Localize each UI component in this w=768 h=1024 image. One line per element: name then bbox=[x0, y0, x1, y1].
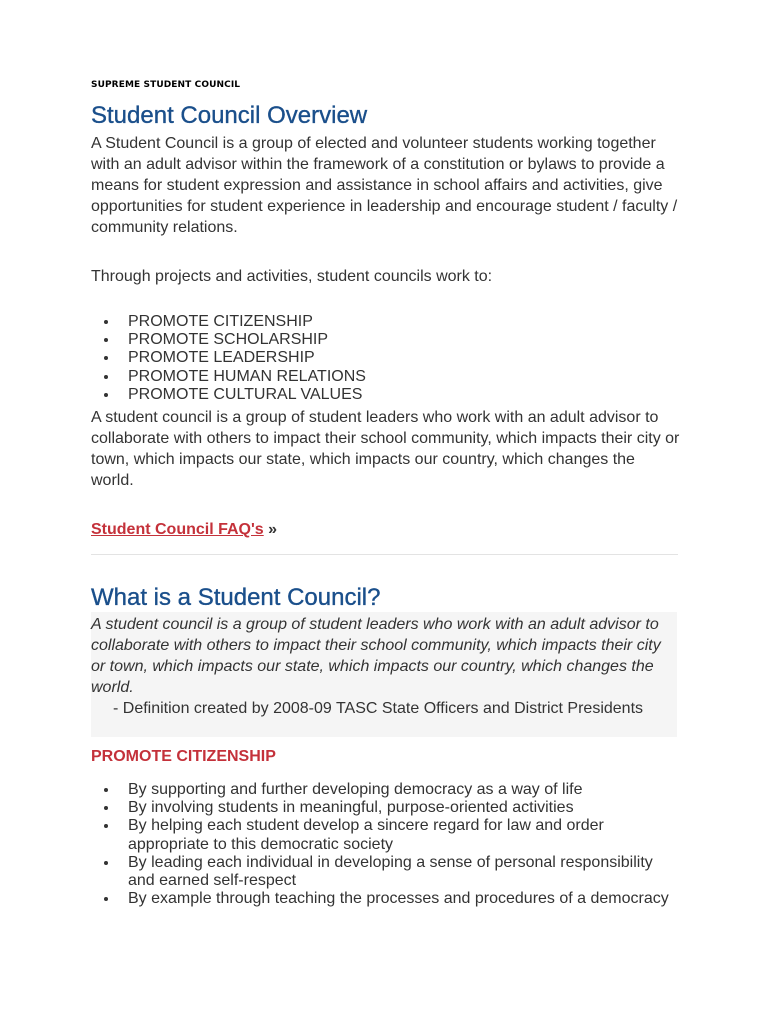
bullet-icon bbox=[104, 356, 108, 360]
raquo-icon: » bbox=[263, 521, 278, 538]
definition-quote-text: A student council is a group of student leaders who work with an adult advisor to collaborate with others to impact their school community, which impacts their city or town, which impacts our state, which impacts our country, which changes the world. bbox=[91, 616, 661, 696]
overview-title: Student Council Overview bbox=[91, 102, 368, 129]
section-divider bbox=[91, 554, 678, 555]
bullet-icon bbox=[104, 375, 108, 379]
bullet-icon bbox=[104, 824, 108, 828]
list-item-text: By leading each individual in developing a sense of personal responsibility and earned self-respect bbox=[128, 853, 653, 890]
definition-title: What is a Student Council? bbox=[91, 584, 381, 611]
bullet-icon bbox=[104, 393, 108, 397]
citizenship-list bbox=[91, 781, 681, 908]
bullet-icon bbox=[104, 320, 108, 324]
list-item-text: PROMOTE SCHOLARSHIP bbox=[128, 331, 329, 349]
goals-list bbox=[91, 313, 681, 404]
definition-blockquote bbox=[91, 612, 677, 737]
overview-lead-paragraph: Through projects and activities, student councils work to: bbox=[91, 268, 493, 285]
list-item bbox=[91, 890, 681, 908]
list-item-text: PROMOTE HUMAN RELATIONS bbox=[128, 367, 366, 385]
list-item bbox=[91, 331, 681, 349]
overview-summary-paragraph: A student council is a group of student leaders who work with an adult advisor to collaborate with others to impact their school community, which impacts their city or town, which impacts our state, which impacts our country, which changes the world. bbox=[91, 409, 680, 489]
bullet-icon bbox=[104, 806, 108, 810]
bullet-icon bbox=[104, 897, 108, 901]
list-item bbox=[91, 817, 681, 853]
list-item-text: PROMOTE CITIZENSHIP bbox=[128, 313, 313, 330]
list-item bbox=[91, 313, 681, 331]
bullet-icon bbox=[104, 861, 108, 865]
list-item-text: By involving students in meaningful, purpose-oriented activities bbox=[128, 799, 574, 817]
citizenship-title: PROMOTE CITIZENSHIP bbox=[91, 748, 276, 765]
definition-attribution: - Definition created by 2008-09 TASC State Officers and District Presidents bbox=[113, 700, 644, 717]
list-item-text: By supporting and further developing democracy as a way of life bbox=[128, 781, 583, 798]
list-item bbox=[91, 386, 681, 404]
list-item bbox=[91, 349, 681, 367]
list-item bbox=[91, 781, 681, 799]
list-item bbox=[91, 368, 681, 386]
bullet-icon bbox=[104, 788, 108, 792]
list-item-text: By example through teaching the processes and procedures of a democracy bbox=[128, 890, 669, 908]
list-item-text: PROMOTE CULTURAL VALUES bbox=[128, 385, 363, 403]
list-item bbox=[91, 854, 681, 890]
page-kicker: SUPREME STUDENT COUNCIL bbox=[91, 80, 241, 90]
overview-intro-paragraph: A Student Council is a group of elected and volunteer students working together with an adult advisor within the framework of a constitution or bylaws to provide a means for student expression and assistance in school affairs and activities, give opportunities for student experience in leadership and encourage student / faculty / community relations. bbox=[91, 135, 678, 236]
list-item-text: By helping each student develop a sincere regard for law and order appropriate to this democratic society bbox=[128, 817, 604, 853]
list-item bbox=[91, 799, 681, 817]
faq-link[interactable]: Student Council FAQ's bbox=[91, 521, 264, 538]
faq-line bbox=[91, 519, 277, 540]
list-item-text: PROMOTE LEADERSHIP bbox=[128, 349, 315, 367]
bullet-icon bbox=[104, 338, 108, 342]
